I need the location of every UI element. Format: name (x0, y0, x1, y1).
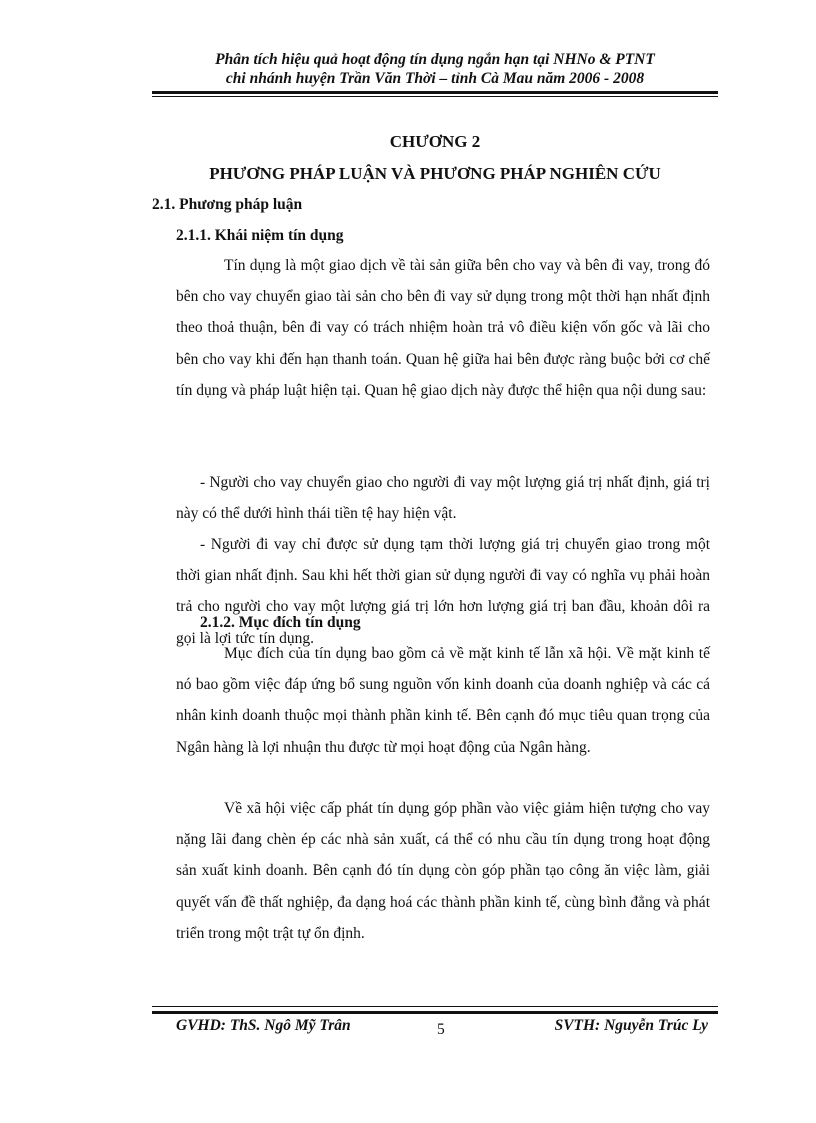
footer-student: SVTH: Nguyễn Trúc Ly (554, 1017, 708, 1034)
header-rule (152, 91, 718, 94)
footer-rule (152, 1011, 718, 1014)
footer-rule-thin (152, 1006, 718, 1007)
running-header (152, 50, 718, 88)
paragraph-purpose-economic: Mục đích của tín dụng bao gồm cả về mặt kinh tế lẫn xã hội. Về mặt kinh tế nó bao gồm việc đáp ứng bổ sung nguồn vốn kinh doanh của doanh nghiệp và các cá nhân kinh doanh thuộc mọi thành phần kinh tế. Bên cạnh đó mục tiêu quan trọng của Ngân hàng là lợi nhuận thu được từ mọi hoạt động của Ngân hàng. (176, 645, 710, 756)
section-heading-2-1-2: 2.1.2. Mục đích tín dụng (200, 614, 361, 631)
chapter-number: CHƯƠNG 2 (389, 132, 481, 151)
paragraph-bullet-borrower: - Người đi vay chỉ được sử dụng tạm thời lượng giá trị chuyển giao trong một thời gian nhất định. Sau khi hết thời gian sử dụng người đi vay có nghĩa vụ phải hoàn trả cho người cho vay một lượng giá trị lớn hơn lượng giá trị ban đầu, khoản dôi ra gọi là lợi tức tín dụng. (176, 536, 710, 647)
paragraph-purpose-social: Về xã hội việc cấp phát tín dụng góp phần vào việc giảm hiện tượng cho vay nặng lãi đang chèn ép các nhà sản xuất, cá thể có nhu cầu tín dụng trong hoạt động sản xuất kinh doanh. Bên cạnh đó tín dụng còn góp phần tạo công ăn việc làm, giải quyết vấn đề thất nghiệp, đa dạng hoá các thành phần kinh tế, cùng bình đẳng và phát triển trong một trật tự ổn định. (176, 800, 710, 942)
page-number: 5 (437, 1021, 445, 1038)
header-line-1: Phân tích hiệu quả hoạt động tín dụng ngắn hạn tại NHNo & PTNT (215, 51, 655, 68)
paragraph-definition: Tín dụng là một giao dịch về tài sản giữa bên cho vay và bên đi vay, trong đó bên cho vay chuyển giao tài sản cho bên đi vay sử dụng trong một thời hạn nhất định theo thoả thuận, bên đi vay có trách nhiệm hoàn trả vô điều kiện vốn gốc và lãi cho bên cho vay khi đến hạn thanh toán. Quan hệ giữa hai bên được ràng buộc bởi cơ chế tín dụng và pháp luật hiện tại. Quan hệ giao dịch này được thể hiện qua nội dung sau: (176, 257, 710, 399)
paragraph-bullet-lender: - Người cho vay chuyển giao cho người đi vay một lượng giá trị nhất định, giá trị này có thể dưới hình thái tiền tệ hay hiện vật. (176, 474, 710, 523)
chapter-title: PHƯƠNG PHÁP LUẬN VÀ PHƯƠNG PHÁP NGHIÊN CỨU (209, 164, 661, 183)
footer-advisor: GVHD: ThS. Ngô Mỹ Trân (176, 1017, 351, 1034)
section-heading-2-1: 2.1. Phương pháp luận (152, 196, 303, 213)
header-line-2: chi nhánh huyện Trần Văn Thời – tỉnh Cà Mau năm 2006 - 2008 (225, 70, 645, 87)
header-rule-thin (152, 96, 718, 97)
section-heading-2-1-1: 2.1.1. Khái niệm tín dụng (176, 227, 344, 244)
